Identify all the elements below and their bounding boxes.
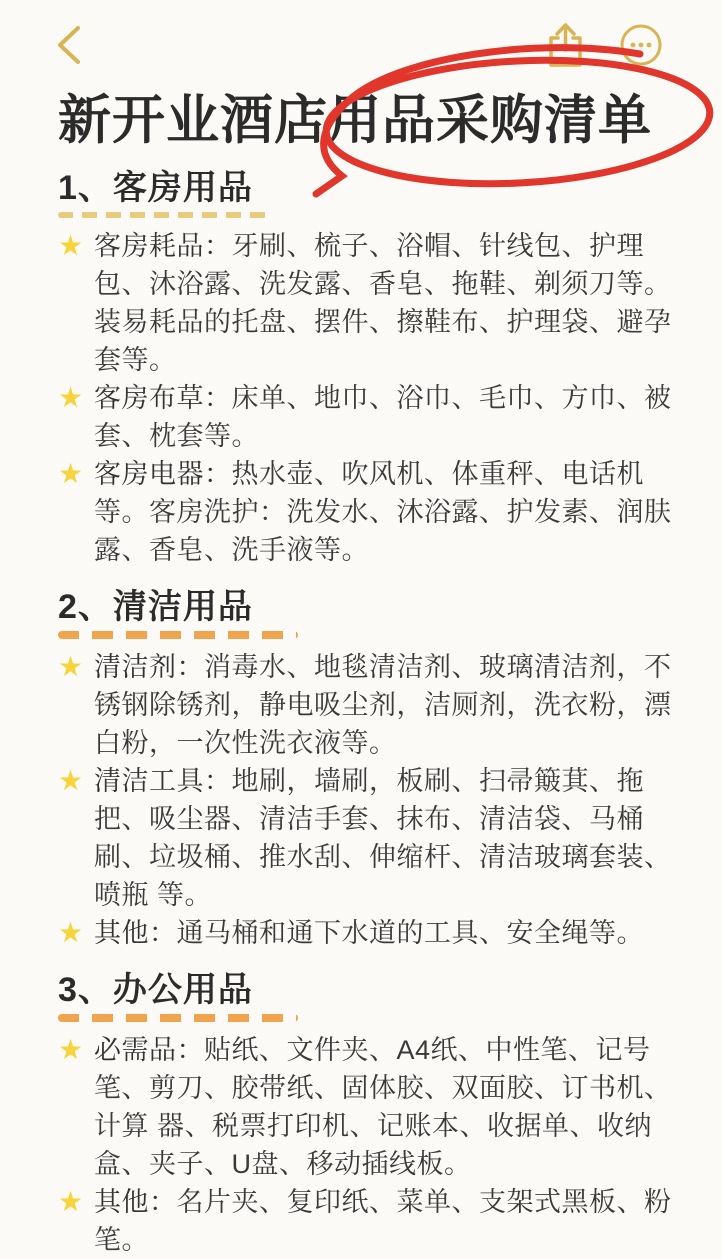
section xyxy=(58,970,676,1259)
list-item xyxy=(58,648,676,762)
list-item-text: 其他：名片夹、复印纸、菜单、支架式黑板、粉笔。 xyxy=(94,1187,672,1255)
back-button[interactable] xyxy=(52,22,86,71)
list-item xyxy=(58,379,676,455)
section-heading xyxy=(58,587,298,639)
list-item xyxy=(58,1031,676,1183)
dashed-underline xyxy=(58,631,298,639)
share-button[interactable] xyxy=(542,19,590,74)
title-block xyxy=(58,88,722,154)
section-heading xyxy=(58,970,298,1022)
nav-bar xyxy=(52,22,666,70)
star-bullet-icon: ★ xyxy=(58,230,84,261)
star-bullet-icon: ★ xyxy=(58,651,84,682)
list-item-text: 其他：通马桶和通下水道的工具、安全绳等。 xyxy=(94,918,644,948)
list-item xyxy=(58,762,676,914)
item-list xyxy=(58,1031,676,1259)
ellipsis-icon xyxy=(618,22,664,71)
list-item xyxy=(58,227,676,379)
section xyxy=(58,587,676,952)
more-options-button[interactable] xyxy=(616,20,666,73)
notes-app-page xyxy=(0,22,722,1255)
star-bullet-icon: ★ xyxy=(58,765,84,796)
note-body xyxy=(58,168,676,1259)
star-bullet-icon: ★ xyxy=(58,458,84,489)
item-list xyxy=(58,227,676,569)
list-item-text: 客房布草：床单、地巾、浴巾、毛巾、方巾、被套、枕套等。 xyxy=(94,383,672,451)
list-item xyxy=(58,1183,676,1259)
page-title: 新开业酒店用品采购清单 xyxy=(58,91,652,150)
chevron-left-icon xyxy=(54,24,84,69)
section-heading xyxy=(58,168,270,218)
list-item-text: 必需品：贴纸、文件夹、A4纸、中性笔、记号笔、剪刀、胶带纸、固体胶、双面胶、订书机、计算 器、税票打印机、记账本、收据单、收纳盒、夹子、U盘、移动插线板。 xyxy=(94,1035,672,1179)
star-bullet-icon: ★ xyxy=(58,1034,84,1065)
star-bullet-icon: ★ xyxy=(58,1186,84,1217)
dashed-underline xyxy=(58,1014,298,1022)
item-list xyxy=(58,648,676,952)
list-item-text: 客房耗品：牙刷、梳子、浴帽、针线包、护理包、沐浴露、洗发露、香皂、拖鞋、剃须刀等。装易耗品的托盘、摆件、擦鞋布、护理袋、避孕套等。 xyxy=(94,231,672,375)
list-item xyxy=(58,914,676,952)
list-item xyxy=(58,455,676,569)
list-item-text: 清洁剂：消毒水、地毯清洁剂、玻璃清洁剂，不锈钢除锈剂，静电吸尘剂，洁厕剂，洗衣粉，漂白粉，一次性洗衣液等。 xyxy=(94,652,672,758)
star-bullet-icon: ★ xyxy=(58,917,84,948)
star-bullet-icon: ★ xyxy=(58,382,84,413)
section-title: 1、客房用品 xyxy=(58,169,253,207)
section-title: 2、清洁用品 xyxy=(58,588,253,626)
section xyxy=(58,168,676,569)
list-item-text: 清洁工具：地刷，墙刷，板刷、扫帚簸萁、拖把、吸尘器、清洁手套、抹布、清洁袋、马桶刷、垃圾桶、推水刮、伸缩杆、清洁玻璃套装、喷瓶 等。 xyxy=(94,766,672,910)
section-title: 3、办公用品 xyxy=(58,971,253,1009)
share-icon xyxy=(544,21,588,72)
dashed-underline xyxy=(58,212,270,218)
list-item-text: 客房电器：热水壶、吹风机、体重秤、电话机等。客房洗护：洗发水、沐浴露、护发素、润肤露、香皂、洗手液等。 xyxy=(94,459,672,565)
